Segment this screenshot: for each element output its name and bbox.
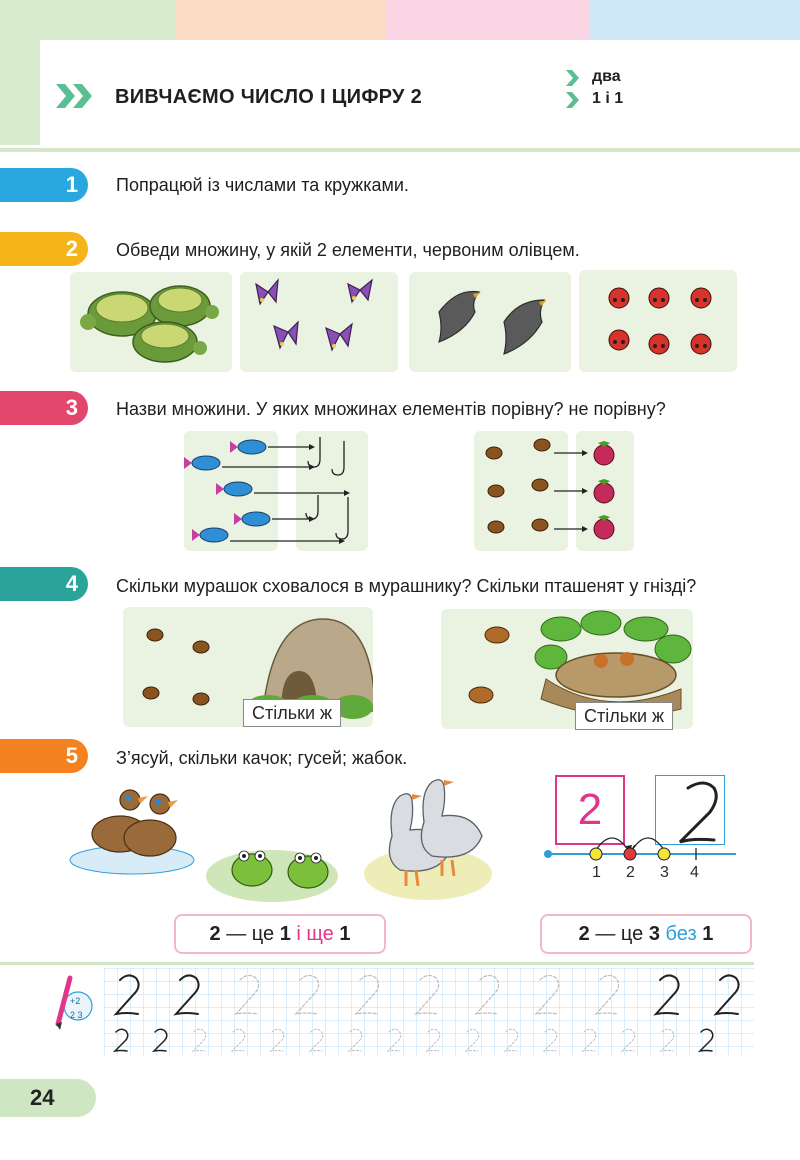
double-chevron-icon — [56, 84, 96, 108]
numberline-label: 3 — [660, 864, 669, 881]
numberline-label: 2 — [626, 864, 635, 881]
task-number-tab: 3 — [0, 391, 88, 425]
set-butterflies — [240, 272, 398, 372]
chevron-right-icon — [566, 70, 580, 86]
chevron-right-icon — [566, 92, 580, 108]
task-text: З’ясуй, скільки качок; гусей; жабок. — [116, 748, 408, 768]
duck-icon — [68, 778, 198, 878]
task-number-tab: 5 — [0, 739, 88, 773]
page-title: ВИВЧАЄМО ЧИСЛО І ЦИФРУ 2 — [115, 86, 423, 108]
task-text: Попрацюй із числами та кружками. — [116, 175, 409, 195]
turtle-icon — [70, 272, 232, 372]
decomposition-minus: 2 — це 3 без 1 — [540, 914, 752, 954]
top-strip-pink — [385, 0, 590, 40]
numberline-label: 4 — [690, 864, 699, 881]
task-text: Скільки мурашок сховалося в мурашнику? Скільки пташенят у гнізді? — [116, 576, 697, 596]
ant-raspberry-mapping — [474, 431, 634, 551]
goose-icon — [362, 776, 492, 902]
task-number-tab: 4 — [0, 567, 88, 601]
top-strip-green — [0, 0, 175, 40]
top-strip-peach — [175, 0, 385, 40]
decomposition-plus: 2 — це 1 і ще 1 — [174, 914, 386, 954]
fish-hook-mapping — [184, 431, 374, 551]
dove-icon — [409, 272, 571, 372]
page-number: 24 — [30, 1085, 55, 1110]
printed-digit: 2 — [577, 785, 603, 834]
task-number-tab: 1 — [0, 168, 88, 202]
pencil-hint-bottom: 2 3 — [70, 1010, 83, 1020]
butterfly-icon — [240, 272, 398, 372]
task-text: Обведи множину, у якій 2 елементи, червоним олівцем. — [116, 240, 580, 260]
number-line — [540, 826, 740, 866]
set-ladybugs — [579, 270, 737, 372]
page-number-tab — [0, 1079, 96, 1117]
writing-divider — [0, 962, 754, 965]
task-number-tab: 2 — [0, 232, 88, 266]
subtitle-decomposition: 1 і 1 — [592, 90, 624, 107]
set-turtles — [70, 272, 232, 372]
subtitle-word: два — [592, 68, 621, 85]
pencil-hint-top: +2 — [70, 996, 81, 1006]
answer-label-left: Стільки ж — [243, 699, 341, 727]
numberline-label: 1 — [592, 864, 601, 881]
answer-label-right: Стільки ж — [575, 702, 673, 730]
set-birds — [409, 272, 571, 372]
header-left-band — [0, 40, 40, 145]
frog-icon — [206, 832, 340, 904]
ladybug-icon — [579, 270, 737, 372]
writing-grid — [104, 968, 754, 1056]
header-divider — [0, 148, 800, 152]
task-text: Назви множини. У яких множинах елементів порівну? не порівну? — [116, 399, 666, 419]
top-strip-blue — [590, 0, 800, 40]
